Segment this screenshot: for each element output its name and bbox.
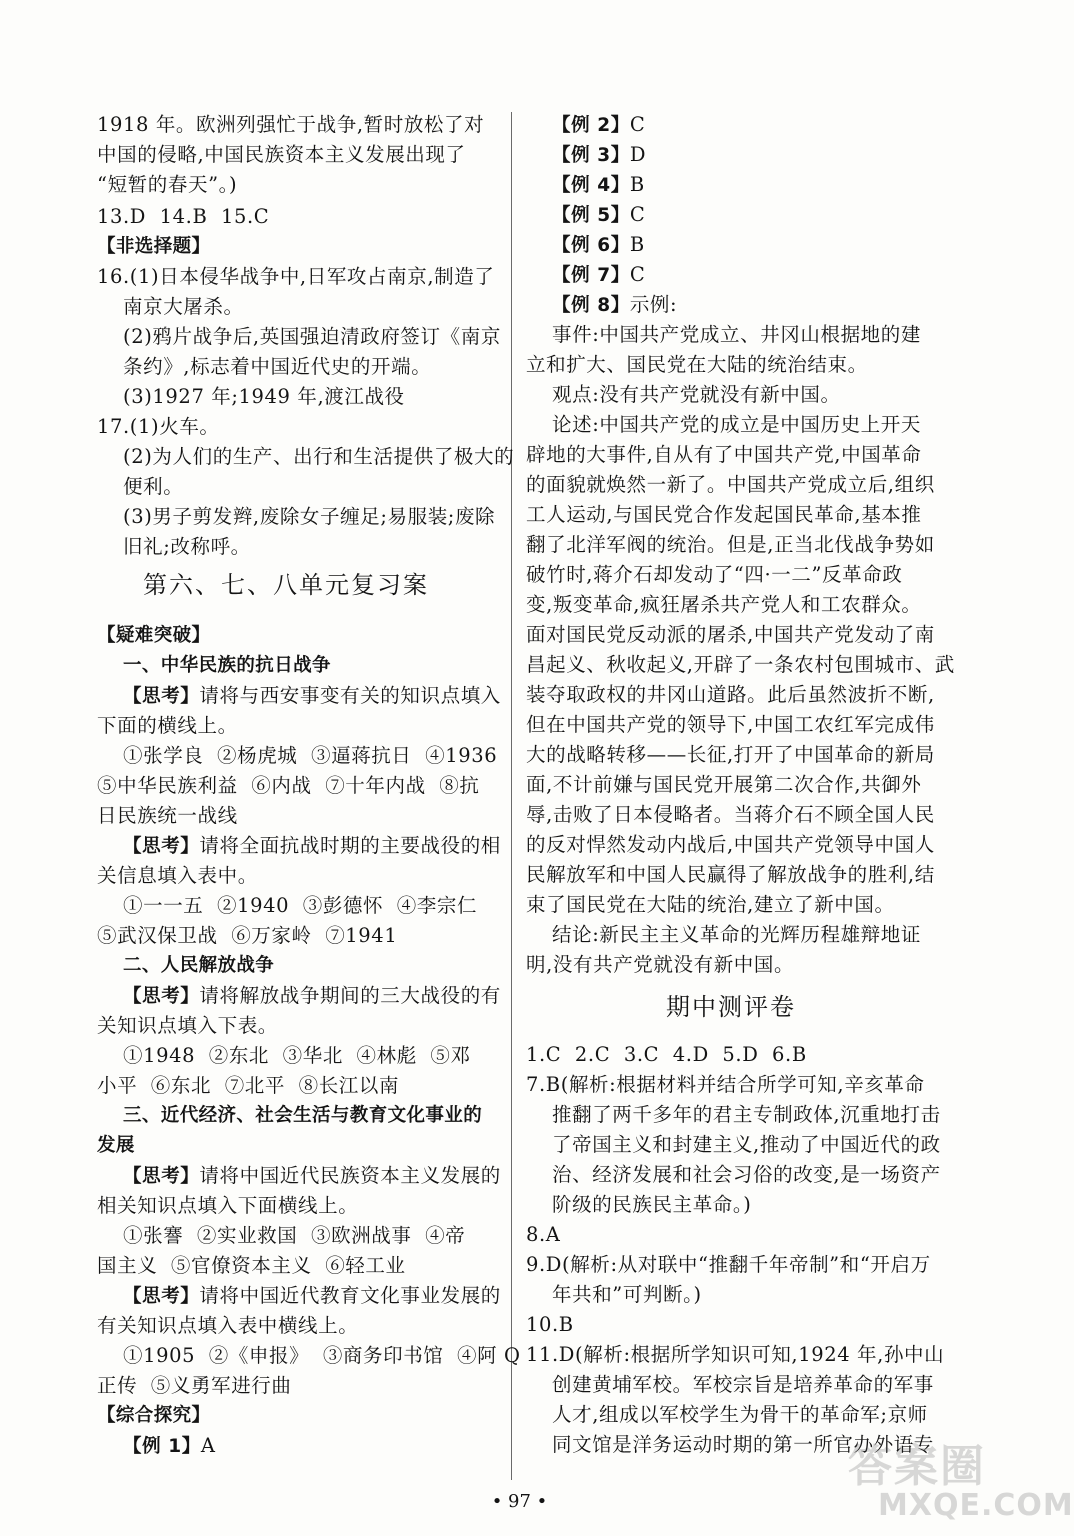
watermark-logo-text: 答案圈 bbox=[848, 1441, 986, 1492]
right-text-line: 翻了北洋军阀的统治。但是,正当北伐战争势如 bbox=[526, 533, 935, 556]
left-text-line: (3)1927 年;1949 年,渡江战役 bbox=[123, 385, 405, 408]
left-text-line: 正传 ⑤义勇军进行曲 bbox=[97, 1374, 292, 1397]
left-text-line: 小平 ⑥东北 ⑦北平 ⑧长江以南 bbox=[97, 1074, 400, 1097]
right-text-line: 工人运动,与国民党合作发起国民革命,基本推 bbox=[526, 503, 922, 526]
left-heading: 【疑难突破】 bbox=[97, 625, 211, 646]
right-text-line: 变,叛变革命,疯狂屠杀共产党人和工农群众。 bbox=[526, 593, 922, 616]
right-text-line: 人才,组成以军校学生为骨干的革命军;京师 bbox=[552, 1403, 928, 1426]
left-labeled-line bbox=[123, 681, 501, 711]
line-label: 【思考】 bbox=[123, 686, 200, 707]
left-text-line: ①1948 ②东北 ③华北 ④林彪 ⑤邓 bbox=[123, 1044, 471, 1067]
left-text-line: 条约》,标志着中国近代史的开端。 bbox=[123, 355, 432, 378]
left-text-line: 国主义 ⑤官僚资本主义 ⑥轻工业 bbox=[97, 1254, 406, 1277]
right-labeled-line bbox=[552, 200, 645, 230]
line-label: 【例 7】 bbox=[552, 265, 630, 286]
line-text: 请将与西安事变有关的知识点填入 bbox=[199, 684, 501, 707]
right-text-line: 昌起义、秋收起义,开辟了一条农村包围城市、武 bbox=[526, 653, 955, 676]
left-text-line: 便利。 bbox=[123, 475, 184, 498]
left-text-line: ⑤中华民族利益 ⑥内战 ⑦十年内战 ⑧抗 bbox=[97, 774, 480, 797]
line-text: 请将解放战争期间的三大战役的有 bbox=[199, 984, 501, 1007]
line-text: A bbox=[200, 1434, 216, 1457]
right-text-line: 8.A bbox=[526, 1223, 561, 1246]
right-text-line: 面,不计前嫌与国民党开展第二次合作,共御外 bbox=[526, 773, 922, 796]
right-text-line: 大的战略转移——长征,打开了中国革命的新局 bbox=[526, 743, 935, 766]
page-number: • 97 • bbox=[491, 1491, 548, 1512]
line-text: 请将中国近代教育文化事业发展的 bbox=[199, 1284, 501, 1307]
left-text-line: ①一一五 ②1940 ③彭德怀 ④李宗仁 bbox=[123, 894, 478, 917]
left-text-line: “短暂的春天”。) bbox=[97, 173, 238, 196]
left-text-line: (3)男子剪发辫,废除女子缠足;易服装;废除 bbox=[123, 505, 496, 528]
right-text-line: 年共和”可判断。) bbox=[552, 1283, 702, 1306]
watermark-logo bbox=[848, 1430, 1074, 1530]
line-label: 【例 5】 bbox=[552, 205, 630, 226]
right-labeled-line bbox=[552, 290, 677, 320]
right-labeled-line bbox=[552, 260, 645, 290]
line-text: C bbox=[629, 263, 646, 286]
line-label: 【例 1】 bbox=[123, 1436, 201, 1457]
right-text-line: 10.B bbox=[526, 1313, 574, 1336]
left-text-line: 南京大屠杀。 bbox=[123, 295, 244, 318]
left-heading: 【非选择题】 bbox=[97, 236, 211, 257]
left-labeled-line bbox=[123, 1161, 501, 1191]
right-text-line: 治、经济发展和社会习俗的改变,是一场资产 bbox=[552, 1163, 941, 1186]
left-labeled-line bbox=[123, 981, 501, 1011]
right-text-line: 观点:没有共产党就没有新中国。 bbox=[552, 383, 841, 406]
right-text-line: 但在中国共产党的领导下,中国工农红军完成伟 bbox=[526, 713, 935, 736]
line-label: 【例 3】 bbox=[552, 145, 630, 166]
left-labeled-line bbox=[123, 831, 501, 861]
line-label: 【思考】 bbox=[123, 836, 200, 857]
right-text-line: 立和扩大、国民党在大陆的统治结束。 bbox=[526, 353, 868, 376]
left-text-line: 下面的横线上。 bbox=[97, 714, 238, 737]
left-text-line: 关知识点填入下表。 bbox=[97, 1014, 278, 1037]
right-text-line: 论述:中国共产党的成立是中国历史上开天 bbox=[552, 413, 921, 436]
left-text-line: (2)鸦片战争后,英国强迫清政府签订《南京 bbox=[123, 325, 501, 348]
right-text-line: 创建黄埔军校。军校宗旨是培养革命的军事 bbox=[552, 1373, 934, 1396]
left-heading: 三、近代经济、社会生活与教育文化事业的 bbox=[123, 1105, 483, 1126]
line-text: 请将全面抗战时期的主要战役的相 bbox=[199, 834, 501, 857]
left-text-line: 日民族统一战线 bbox=[97, 804, 238, 827]
line-label: 【思考】 bbox=[123, 1166, 200, 1187]
right-text-line: 的反对悍然发动内战后,中国共产党领导中国人 bbox=[526, 833, 935, 856]
left-text-line: 旧礼;改称呼。 bbox=[123, 535, 251, 558]
line-label: 【思考】 bbox=[123, 986, 200, 1007]
right-text-line: 11.D(解析:根据所学知识可知,1924 年,孙中山 bbox=[526, 1343, 945, 1366]
right-text-line: 9.D(解析:从对联中“推翻千年帝制”和“开启万 bbox=[526, 1253, 931, 1276]
right-text-line: 民解放军和中国人民赢得了解放战争的胜利,结 bbox=[526, 863, 935, 886]
left-text-line: ①1905 ②《申报》 ③商务印书馆 ④阿 Q bbox=[123, 1344, 521, 1367]
right-text-line: 结论:新民主主义革命的光辉历程雄辩地证 bbox=[552, 923, 921, 946]
line-text: B bbox=[629, 173, 645, 196]
left-heading: 一、中华民族的抗日战争 bbox=[123, 655, 331, 676]
right-text-line: 7.B(解析:根据材料并结合所学可知,辛亥革命 bbox=[526, 1073, 925, 1096]
right-labeled-line bbox=[552, 230, 645, 260]
right-labeled-line bbox=[552, 170, 645, 200]
line-text: D bbox=[629, 143, 647, 166]
left-text-line: 17.(1)火车。 bbox=[97, 415, 220, 438]
line-label: 【例 2】 bbox=[552, 115, 630, 136]
line-text: B bbox=[629, 233, 645, 256]
left-text-line: 16.(1)日本侵华战争中,日军攻占南京,制造了 bbox=[97, 265, 495, 288]
right-text-line: 面对国民党反动派的屠杀,中国共产党发动了南 bbox=[526, 623, 935, 646]
line-label: 【例 6】 bbox=[552, 235, 630, 256]
left-labeled-line bbox=[123, 1281, 501, 1311]
left-text-line: 相关知识点填入下面横线上。 bbox=[97, 1194, 359, 1217]
left-text-line: 有关知识点填入表中横线上。 bbox=[97, 1314, 359, 1337]
right-text-line: 了帝国主义和封建主义,推动了中国近代的政 bbox=[552, 1133, 941, 1156]
line-text: C bbox=[629, 203, 646, 226]
right-labeled-line bbox=[552, 140, 646, 170]
right-text-line: 明,没有共产党就没有新中国。 bbox=[526, 953, 795, 976]
right-text-line: 辟地的大事件,自从有了中国共产党,中国革命 bbox=[526, 443, 922, 466]
left-text-line: 关信息填入表中。 bbox=[97, 864, 258, 887]
right-text-line: 破竹时,蒋介石却发动了“四·一二”反革命政 bbox=[526, 563, 903, 586]
left-section-title: 第六、七、八单元复习案 bbox=[143, 571, 429, 599]
right-text-line: 辱,击败了日本侵略者。当蒋介石不顾全国人民 bbox=[526, 803, 935, 826]
left-text-line: (2)为人们的生产、出行和生活提供了极大的 bbox=[123, 445, 515, 468]
left-labeled-line bbox=[123, 1431, 216, 1461]
right-text-line: 推翻了两千多年的君主专制政体,沉重地打击 bbox=[552, 1103, 941, 1126]
left-text-line: 13.D 14.B 15.C bbox=[97, 205, 270, 228]
line-label: 【思考】 bbox=[123, 1286, 200, 1307]
left-text-line: 1918 年。欧洲列强忙于战争,暂时放松了对 bbox=[97, 113, 485, 136]
right-text-line: 1.C 2.C 3.C 4.D 5.D 6.B bbox=[526, 1043, 807, 1066]
column-divider bbox=[511, 112, 512, 1480]
line-text: 示例: bbox=[629, 293, 678, 316]
right-text-line: 事件:中国共产党成立、井冈山根据地的建 bbox=[552, 323, 921, 346]
left-heading: 发展 bbox=[97, 1135, 135, 1156]
left-text-line: 中国的侵略,中国民族资本主义发展出现了 bbox=[97, 143, 466, 166]
line-label: 【例 8】 bbox=[552, 295, 630, 316]
left-heading: 【综合探究】 bbox=[97, 1405, 211, 1426]
left-heading: 二、人民解放战争 bbox=[123, 955, 275, 976]
right-text-line: 束了国民党在大陆的统治,建立了新中国。 bbox=[526, 893, 895, 916]
line-text: 请将中国近代民族资本主义发展的 bbox=[199, 1164, 501, 1187]
right-text-line: 同文馆是洋务运动时期的第一所官办外语专 bbox=[552, 1433, 934, 1456]
right-text-line: 装夺取政权的井冈山道路。此后虽然波折不断, bbox=[526, 683, 935, 706]
watermark-site-text: MXQE.COM bbox=[878, 1488, 1074, 1523]
right-section-title: 期中测评卷 bbox=[666, 993, 796, 1021]
right-text-line: 的面貌就焕然一新了。中国共产党成立后,组织 bbox=[526, 473, 935, 496]
line-text: C bbox=[629, 113, 646, 136]
left-text-line: ⑤武汉保卫战 ⑥万家岭 ⑦1941 bbox=[97, 924, 398, 947]
left-text-line: ①张学良 ②杨虎城 ③逼蒋抗日 ④1936 bbox=[123, 744, 498, 767]
right-text-line: 阶级的民族民主革命。) bbox=[552, 1193, 752, 1216]
line-label: 【例 4】 bbox=[552, 175, 630, 196]
right-labeled-line bbox=[552, 110, 645, 140]
left-text-line: ①张謇 ②实业救国 ③欧洲战事 ④帝 bbox=[123, 1224, 466, 1247]
